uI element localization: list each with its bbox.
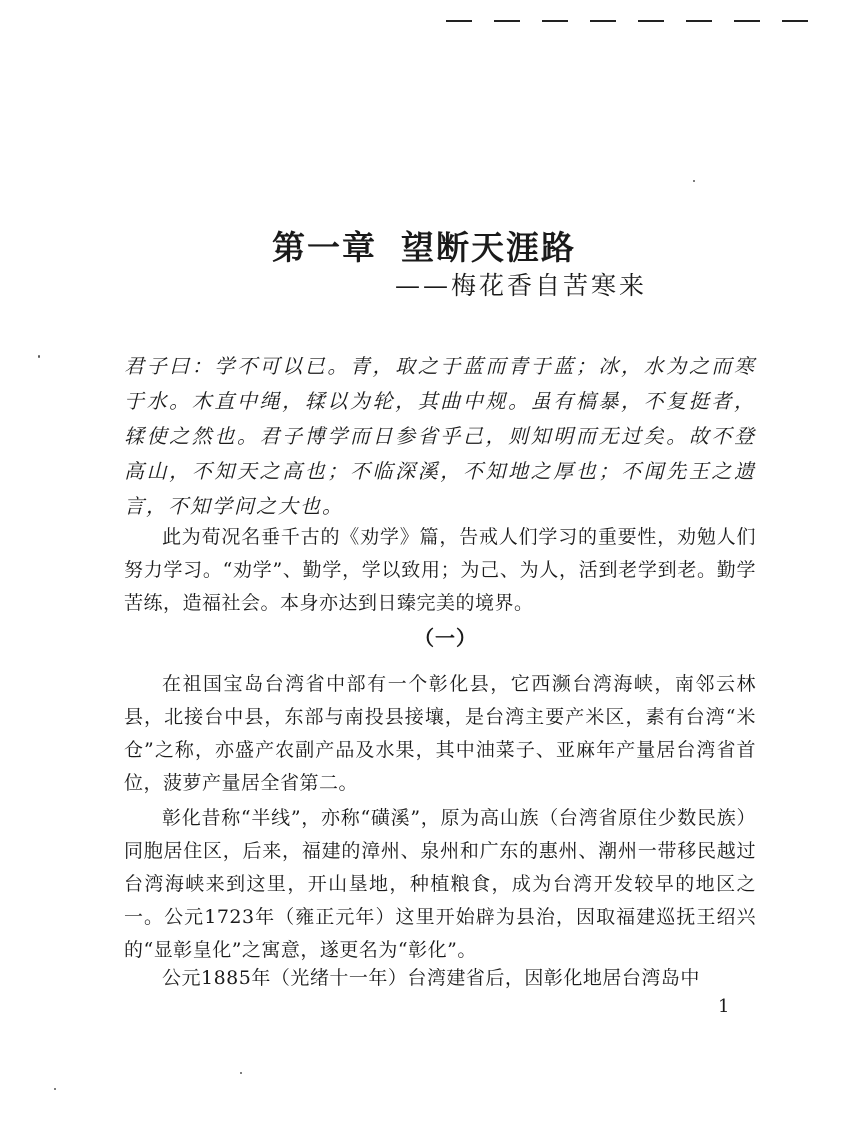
chapter-name: 望断天涯路 <box>401 228 576 267</box>
chapter-title <box>272 222 576 269</box>
page-number: 1 <box>718 996 730 1017</box>
section-heading: （一） <box>414 626 477 650</box>
chapter-number: 第一章 <box>272 228 377 267</box>
scan-speck <box>38 355 40 358</box>
scan-speck <box>693 180 695 182</box>
paragraph-changhua-province: 公元1885年（光绪十一年）台湾建省后，因彰化地居台湾岛中 <box>162 967 700 989</box>
paragraph-quanxue: 此为荀况名垂千古的《劝学》篇，告戒人们学习的重要性，劝勉人们努力学习。“劝学”、勤学，学以致用；为己、为人，活到老学到老。勤学苦练，造福社会。本身亦达到日臻完美的境界。 <box>124 526 756 614</box>
header-rule <box>446 20 846 24</box>
scan-speck <box>54 1088 56 1090</box>
classical-quote: 君子曰：学不可以已。青，取之于蓝而青于蓝；冰，水为之而寒于水。木直中绳，𫐓以为轮，其曲中规。虽有槁暴，不复挺者，𫐓使之然也。君子博学而日参省乎己，则知明而无过矣。故不登高山，不知天之高也；不临深溪，不知地之厚也；不闻先王之遗言，不知学问之大也。 <box>124 354 756 518</box>
chapter-subtitle: ——梅花香自苦寒来 <box>395 271 648 300</box>
scan-speck <box>240 1072 242 1074</box>
paragraph-changhua-geography: 在祖国宝岛台湾省中部有一个彰化县，它西濒台湾海峡，南邻云林县，北接台中县，东部与南投县接壤，是台湾主要产米区，素有台湾“米仓”之称，亦盛产农副产品及水果，其中油菜子、亚麻年产量居台湾省首位，菠萝产量居全省第二。 <box>124 673 756 794</box>
paragraph-changhua-history: 彰化昔称“半线”，亦称“磺溪”，原为高山族（台湾省原住少数民族）同胞居住区，后来，福建的漳州、泉州和广东的惠州、潮州一带移民越过台湾海峡来到这里，开山垦地，种植粮食，成为台湾开发较早的地区之一。公元1723年（雍正元年）这里开始辟为县治，因取福建巡抚王绍兴的“显彰皇化”之寓意，遂更名为“彰化”。 <box>124 807 756 961</box>
